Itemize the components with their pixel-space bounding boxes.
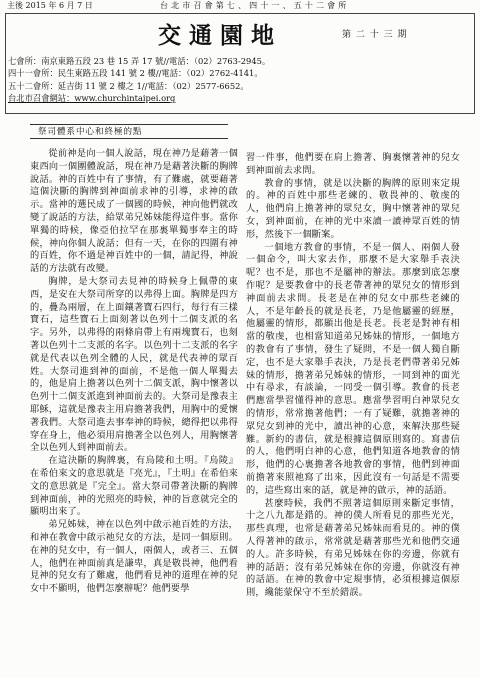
paragraph: 一個地方教會的事情，不是一個人、兩個人發一個命令，叫大家去作，那麼不是大家舉手表決呢？也不是，那也不是屬神的辦法。那麼到底怎麼作呢？是要教會中的長老帶著神的眾兒女的情形到神面前去求問。長老是在神的兒女中那些老練的人，不是年齡長的就是長老，乃是他屬靈的經歷，他屬靈的情形，都顯出他是長老。長老是對神有相當的敬虔，也相當知道弟兄姊妹的情形，一個地方的教會有了事情，發生了疑問，不是一個人獨自斷定，也不是大家舉手表決，乃是長老們帶著弟兄姊妹的情形，擔著弟兄姊妹的情形，一同到神的面光中有尋求，有談論，一同受一個引導。教會的長老們應當學習懂得神的意思。應當學習明白神眾兒女的情形，常常擔著他們；一有了疑難，就擔著神的眾兒女到神的光中，讀出神的心意，來解決那些疑難。新約的書信，就是根據這個原則寫的。寫書信的人，他們明白神的心意，他們知道各地教會的情形，他們的心裏擔著各地教會的事情，他們到神面前擔著來照祂寫了出來，因此沒有一句話是不需要的，這些寫出來的話，就是神的啟示，神的話語。 <box>246 241 460 496</box>
website-link[interactable]: 台北市召會網站：www.churchintaipei.org <box>8 93 176 104</box>
article-column-right <box>246 152 460 600</box>
paragraph: 弟兄姊妹，神在以色列中啟示祂百姓的方法，和神在教會中啟示祂兒女的方法，是同一個原則。在神的兒女中，有一個人，兩個人，或者三、五個人，他們在神面前真是謙卑，真是敬畏神，他們看見神的兒女有了難處，他們看見神的道理在神的兒女中不顯明，他們怎麼辦呢？他們要學 <box>30 519 238 595</box>
newsletter-title: 交通園地 <box>158 23 282 49</box>
paragraph: 從前神是向一個人說話，現在神乃是藉著一個東西向一個團體說話，現在神乃是藉著決斷的胸牌說話。神的百姓中有了事情，有了難處，就要藉著這個決斷的胸牌到神面前求神的引導，求神的啟示。當神的選民成了一個國的時候，神向他們就改變了說話的方法，給眾弟兄姊妹能得這件事。當你單獨的時候，像亞伯拉罕在那裏單獨事奉主的時候，神向你個人說話；但有一天，在你的四圍有神的百姓，你不過是神百姓中的一個，請記得，神說話的方法就有改變。 <box>30 148 238 275</box>
branch-address: 五十二會所：延吉街 11 號 2 樓之 1//電話：（02）2577-6652。 <box>8 80 249 91</box>
paragraph: 在這決斷的胸牌裏，有烏陵和土明。『烏陵』在希伯來文的意思就是『亮光』，『土明』在希伯來文的意思就是『完全』。當大祭司帶著決斷的胸牌到神面前，神的光照亮的時候，神的旨意就完全的顯明出來了。 <box>30 455 238 518</box>
church-halls-line: 台 北 市 召 會 第 七 、 四 十 一 、 五 十 二 會 所 <box>160 1 347 10</box>
top-header <box>0 0 480 11</box>
date-line: 主後 2015 年 6 月 7 日 <box>7 1 93 10</box>
article-title: 祭司體系中心和終極的點 <box>30 124 228 139</box>
branch-address-list <box>8 55 270 105</box>
branch-address: 七會所：南京東路五段 23 巷 15 弄 17 號//電話：（02）2763-2945。 <box>8 56 271 66</box>
paragraph: 教會的事情，就是以決斷的胸牌的原則來定規的。神的百姓中那些老練的、敬畏神的、敬虔的人，他們肩上擔著神的眾兒女，胸中懷著神的眾兒女，到神面前，在神的光中來讀一讀神眾百姓的情形，然後下一個斷案。 <box>246 177 460 240</box>
paragraph: 習一件事，他們要在肩上擔著、胸裏懷著神的兒女到神面前去求問。 <box>246 152 460 176</box>
issue-number: 第 二 十 三 期 <box>342 30 408 40</box>
branch-address: 四十一會所：民生東路五段 141 號 2 樓//電話：（02）2762-4141。 <box>8 68 263 79</box>
paragraph: 胸牌，是大祭司去見神的時候身上佩帶的東西，是安在大祭司所穿的以弗得上面。胸牌是四方的，疊為兩層，在上面鑲著寶石四行，每行有三樣寶石，這些寶石上面刻著以色列十二個支派的名字。另外，以弗得的兩條肩帶上有兩塊寶石，也刻著以色列十二支派的名字。以色列十二支派的名字就是代表以色列全體的人民，就是代表神的眾百姓。大祭司進到神的面前，不是他一個人單獨去的，他是肩上擔著以色列十二個支派，胸中懷著以色列十二個支派進到神面前去的。大祭司是豫表主耶穌，這就是豫表主用肩擔著我們，用胸中的愛懷著我們。大祭司進去事奉神的時候，總得把以弗得穿在身上，他必須用肩擔著全以色列人，用胸懷著全以色列人到神面前去。 <box>30 275 238 454</box>
article-column-left <box>30 148 238 596</box>
paragraph: 甚麼時候，我們不照著這個原則來斷定事情，十之八九都是錯的。神的僕人所看見的那些光光，那些真理，也常是藉著弟兄姊妹而看見的。神的僕人得著神的啟示，常常就是藉著那些光和他們交通的人。許多時候，有弟兄姊妹在你的旁邊，你就有神的話語；沒有弟兄姊妹在你的旁邊，你就沒有神的話語。在神的教會中定規事情，必須根據這個原則，纔能蒙保守不至於錯誤。 <box>246 497 460 599</box>
